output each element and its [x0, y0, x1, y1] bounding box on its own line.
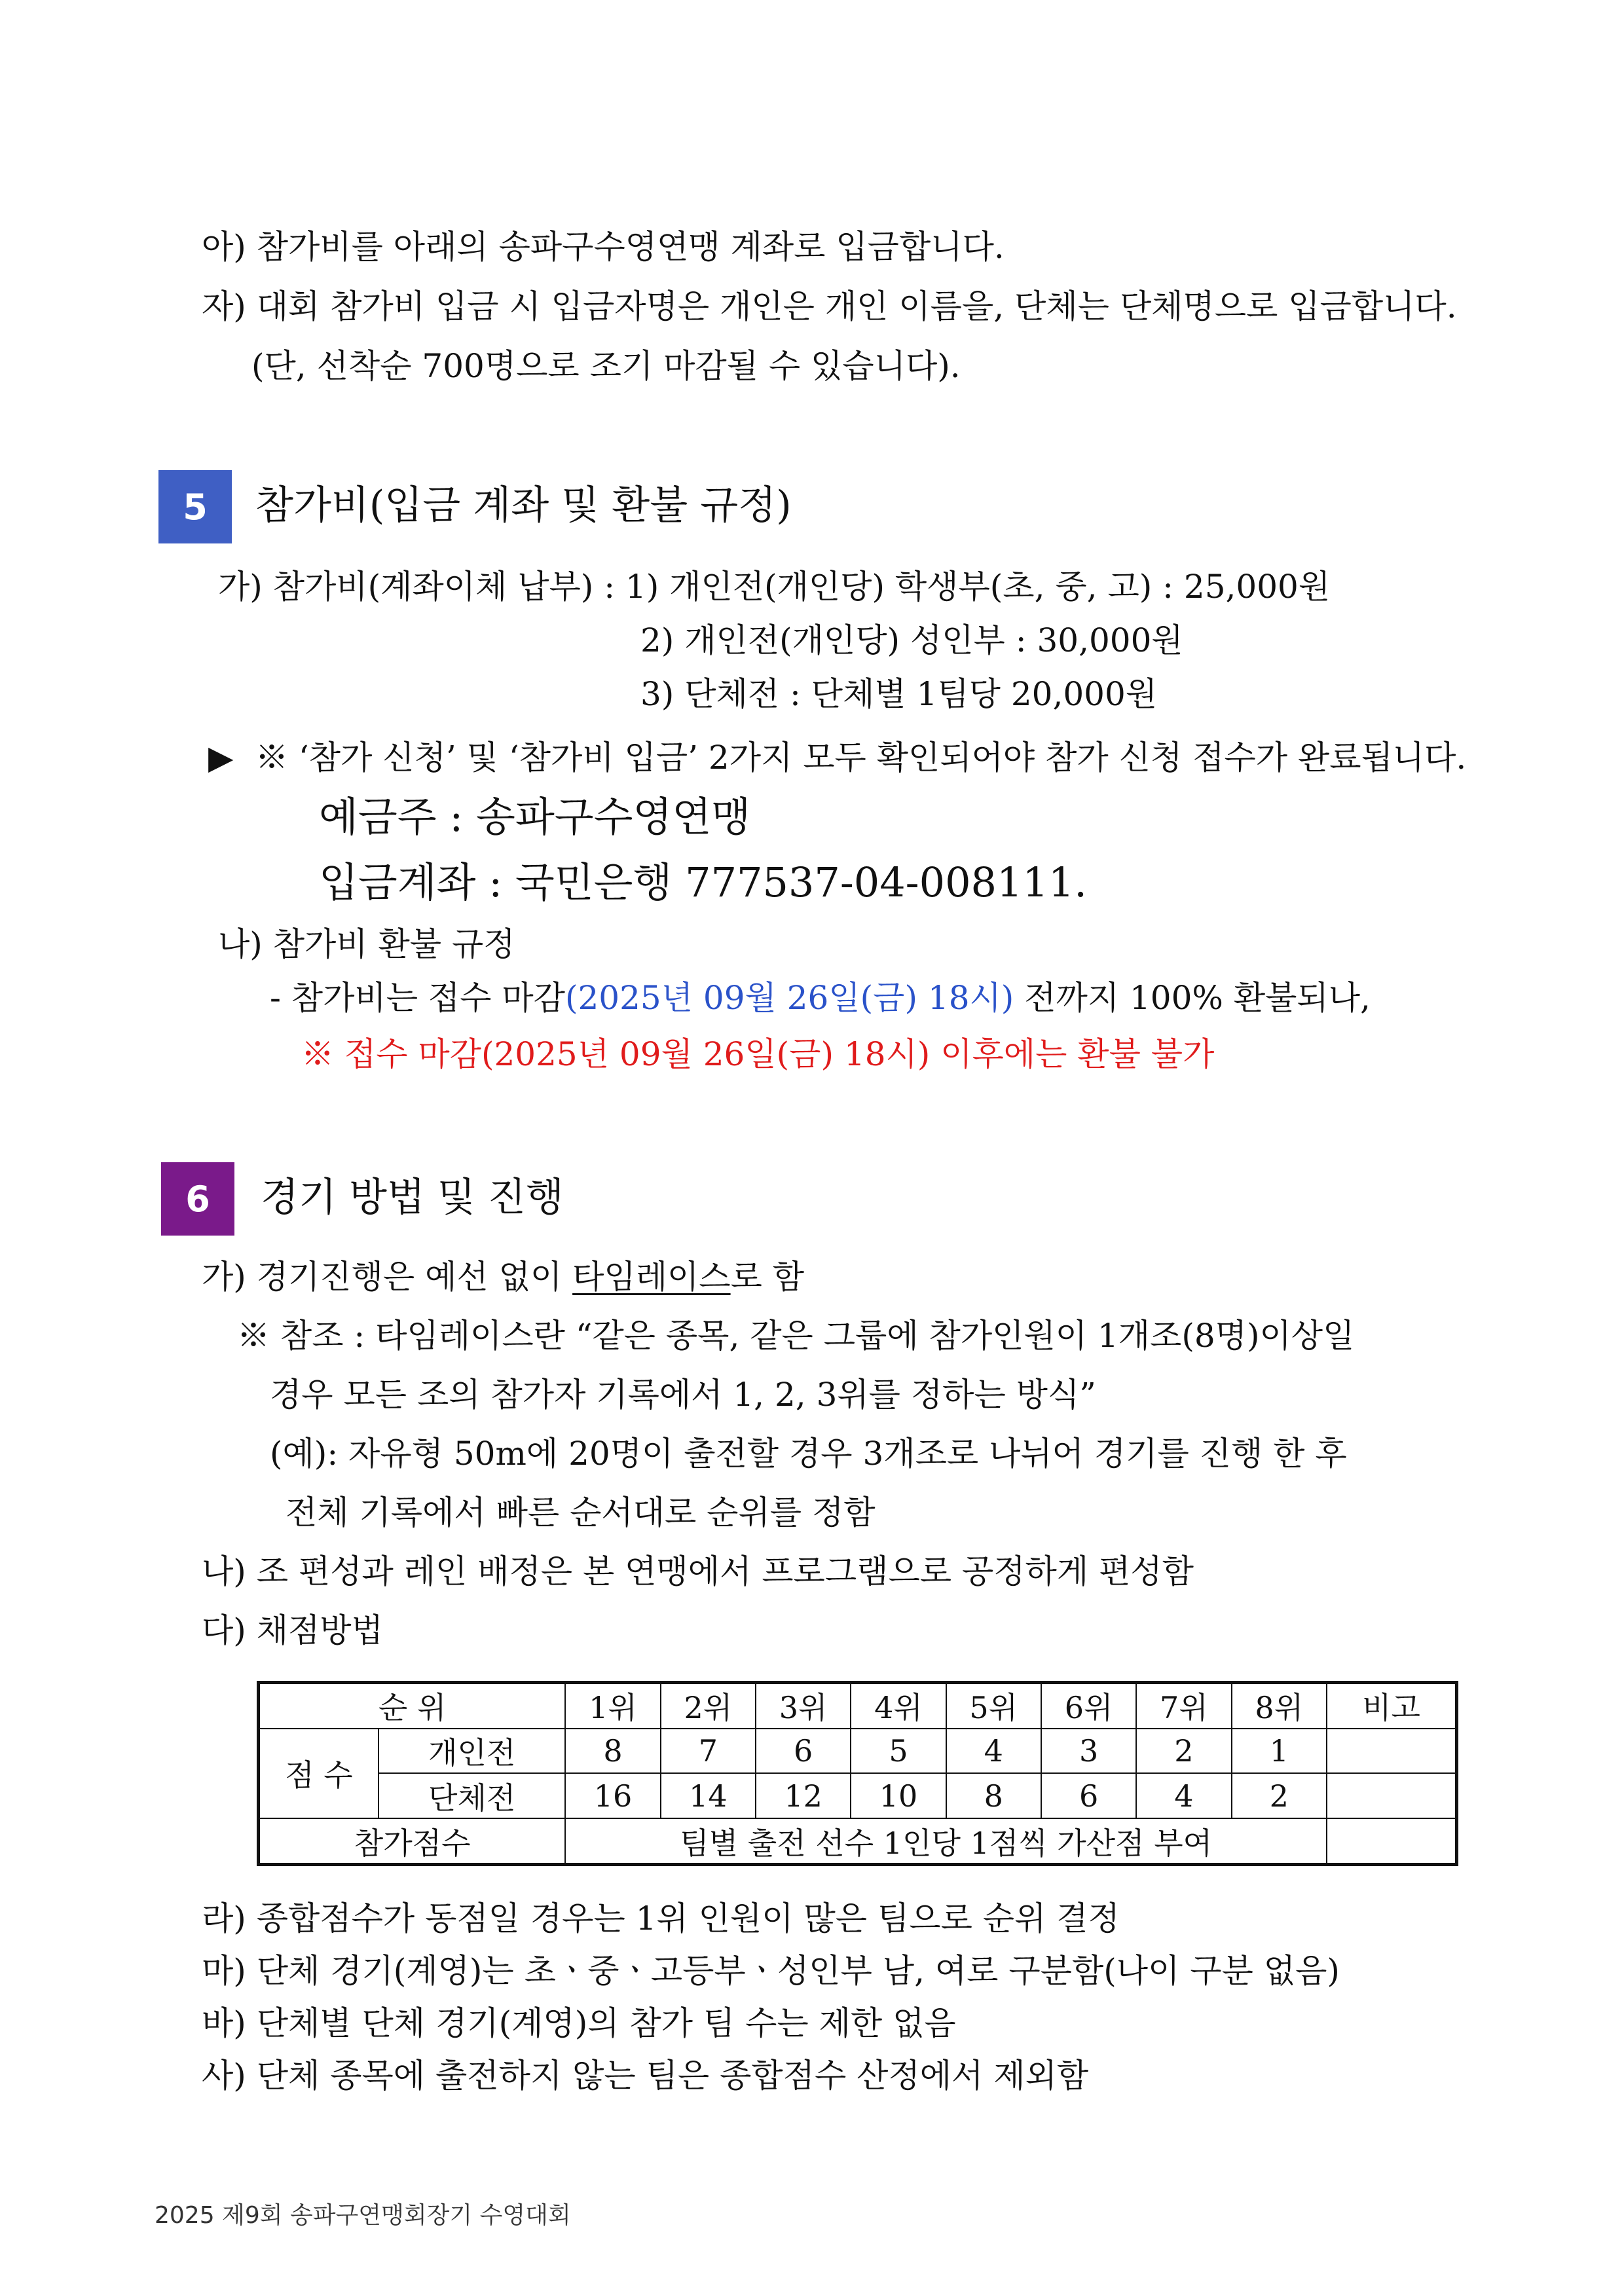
time-race-term: 타임레이스: [572, 1258, 731, 1296]
item-da: 다) 채점방법: [202, 1611, 383, 1649]
individual-score: 5: [851, 1729, 946, 1774]
arrow-icon: ▶: [208, 739, 234, 777]
section-6-number: 6: [161, 1162, 234, 1236]
item-ja: 자) 대회 참가비 입금 시 입금자명은 개인은 개인 이름을, 단체는 단체명으로 입금합니다.: [202, 287, 1457, 325]
note-cell: [1327, 1729, 1457, 1774]
item-sa: 사) 단체 종목에 출전하지 않는 팀은 종합점수 산정에서 제외함: [202, 2057, 1089, 2095]
team-score: 6: [1041, 1773, 1136, 1818]
rank-cell: 6위: [1041, 1683, 1136, 1729]
fee-line-3: 3) 단체전 : 단체별 1팀당 20,000원: [640, 675, 1158, 713]
participation-text: 팀별 출전 선수 1인당 1점씩 가산점 부여: [565, 1818, 1327, 1864]
rank-cell: 1위: [565, 1683, 660, 1729]
team-label: 단체전: [378, 1773, 565, 1818]
page-footer: 2025 제9회 송파구연맹회장기 수영대회: [155, 2202, 571, 2229]
individual-score: 4: [946, 1729, 1041, 1774]
note-label: 비고: [1327, 1683, 1457, 1729]
fee-line-2: 2) 개인전(개인당) 성인부 : 30,000원: [640, 621, 1183, 659]
section-6-title: 경기 방법 및 진행: [261, 1175, 564, 1221]
item-ga: [202, 1256, 804, 1298]
account-holder: 예금주 : 송파구수영연맹: [319, 793, 751, 841]
score-label: 점 수: [259, 1729, 379, 1818]
rank-cell: 8위: [1232, 1683, 1327, 1729]
rank-cell: 3위: [756, 1683, 851, 1729]
individual-label: 개인전: [378, 1729, 565, 1774]
team-score: 8: [946, 1773, 1041, 1818]
individual-row: [259, 1729, 1457, 1774]
refund-rule-post: 전까지 100% 환불되나,: [1014, 979, 1371, 1017]
reference-line-2: 경우 모든 조의 참가자 기록에서 1, 2, 3위를 정하는 방식”: [270, 1376, 1096, 1414]
rank-cell: 2위: [661, 1683, 756, 1729]
item-ga-post: 로 함: [730, 1258, 805, 1296]
rank-label: 순 위: [259, 1683, 566, 1729]
participation-label: 참가점수: [259, 1818, 566, 1864]
team-score: 12: [756, 1773, 851, 1818]
individual-score: 8: [565, 1729, 660, 1774]
item-ba: 바) 단체별 단체 경기(계영)의 참가 팀 수는 제한 없음: [202, 2004, 956, 2042]
refund-deadline: (2025년 09월 26일(금) 18시): [564, 979, 1014, 1017]
individual-score: 6: [756, 1729, 851, 1774]
example-line-2: 전체 기록에서 빠른 순서대로 순위를 정함: [286, 1494, 876, 1532]
score-table: [257, 1681, 1458, 1866]
refund-heading: 나) 참가비 환불 규정: [218, 925, 515, 963]
rank-cell: 7위: [1136, 1683, 1231, 1729]
individual-score: 3: [1041, 1729, 1136, 1774]
reference-line-1: ※ 참조 : 타임레이스란 “같은 종목, 같은 그룹에 참가인원이 1개조(8명)이상일: [237, 1317, 1355, 1355]
refund-rule-pre: - 참가비는 접수 마감: [270, 979, 565, 1017]
team-score: 14: [661, 1773, 756, 1818]
note-cell: [1327, 1818, 1457, 1864]
section-5-number: 5: [158, 470, 232, 543]
account-number: 입금계좌 : 국민은행 777537-04-008111.: [319, 858, 1088, 906]
individual-score: 7: [661, 1729, 756, 1774]
rank-cell: 5위: [946, 1683, 1041, 1729]
item-ga-pre: 가) 경기진행은 예선 없이: [202, 1258, 573, 1296]
refund-rule: [270, 977, 1371, 1019]
item-na: 나) 조 편성과 레인 배정은 본 연맹에서 프로그램으로 공정하게 편성함: [202, 1552, 1194, 1590]
participation-row: [259, 1818, 1457, 1864]
individual-score: 2: [1136, 1729, 1231, 1774]
example-line-1: (예): 자유형 50m에 20명이 출전할 경우 3개조로 나뉘어 경기를 진행 한 후: [270, 1435, 1347, 1473]
team-score: 2: [1232, 1773, 1327, 1818]
note-cell: [1327, 1773, 1457, 1818]
rank-cell: 4위: [851, 1683, 946, 1729]
item-ja-note: (단, 선착순 700명으로 조기 마감될 수 있습니다).: [251, 347, 961, 385]
team-score: 16: [565, 1773, 660, 1818]
section-5-title: 참가비(입금 계좌 및 환불 규정): [255, 483, 792, 528]
refund-warning: ※ 접수 마감(2025년 09월 26일(금) 18시) 이후에는 환불 불가: [301, 1035, 1215, 1073]
fee-line-1: 가) 참가비(계좌이체 납부) : 1) 개인전(개인당) 학생부(초, 중, 고) : 25,000원: [218, 568, 1331, 606]
team-row: [259, 1773, 1457, 1818]
individual-score: 1: [1232, 1729, 1327, 1774]
team-score: 10: [851, 1773, 946, 1818]
notice-text: ※ ‘참가 신청’ 및 ‘참가비 입금’ 2가지 모두 확인되어야 참가 신청 접수가 완료됩니다.: [255, 739, 1467, 777]
item-ra: 라) 종합점수가 동점일 경우는 1위 인원이 많은 팀으로 순위 결정: [202, 1900, 1120, 1937]
item-ma: 마) 단체 경기(계영)는 초ㆍ중ㆍ고등부ㆍ성인부 남, 여로 구분함(나이 구분 없음): [202, 1952, 1340, 1990]
rank-row: [259, 1683, 1457, 1729]
item-a: 아) 참가비를 아래의 송파구수영연맹 계좌로 입금합니다.: [202, 228, 1005, 266]
team-score: 4: [1136, 1773, 1231, 1818]
